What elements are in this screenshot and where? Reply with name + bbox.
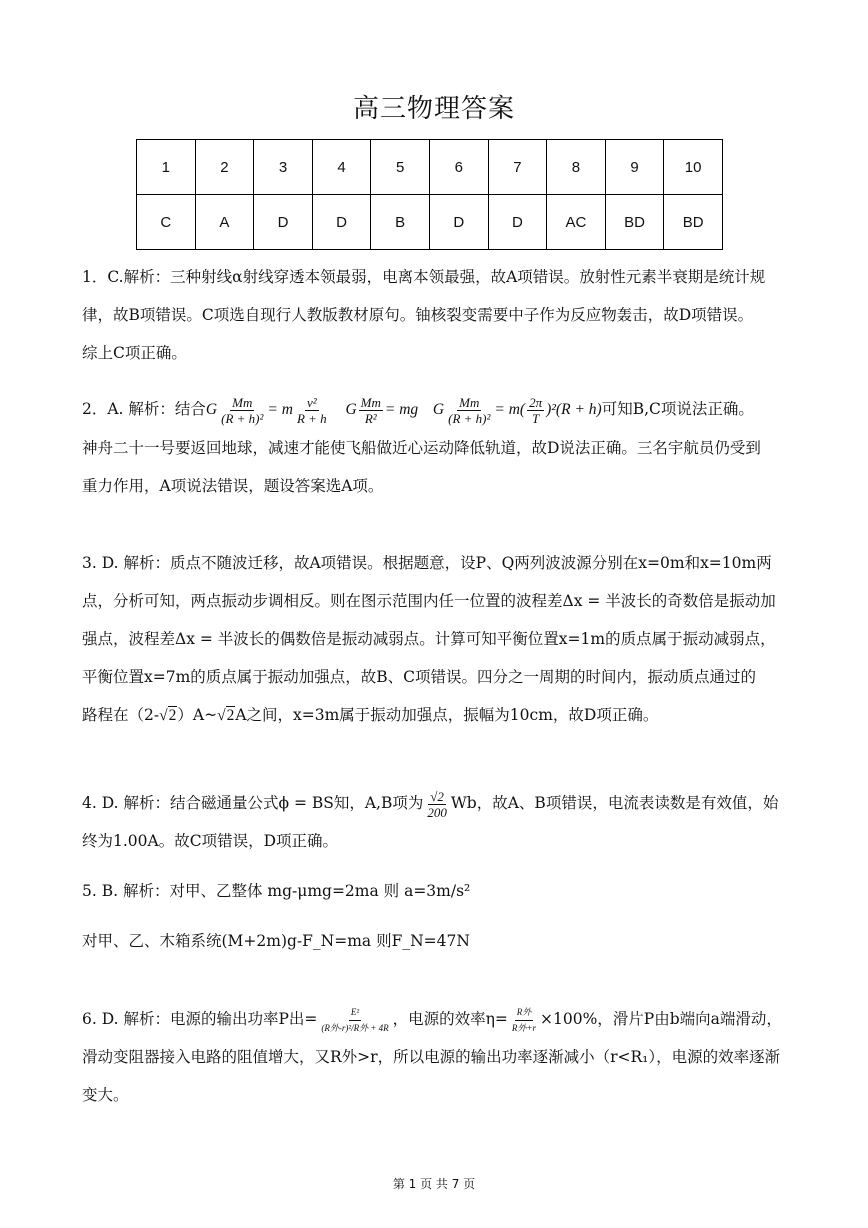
solution-1 — [82, 258, 782, 372]
solution-lead: 2．A. 解析：结合 — [82, 400, 206, 418]
fraction: $\frac{\text{v²}}{R + h}$ — [296, 394, 327, 426]
answer-cell: D — [429, 195, 488, 250]
fraction: $\frac{\text{E²}}{\text{(R外-r)²/R外 + 4R}}$ — [321, 1006, 389, 1033]
answer-cell: BD — [605, 195, 664, 250]
question-number: 6 — [429, 140, 488, 195]
answer-cell: BD — [664, 195, 723, 250]
solution-line: 1．C.解析：三种射线α射线穿透本领最弱，电离本领最强，故A项错误。放射性元素半衰期是统计规 — [82, 268, 766, 286]
fraction: $\frac{2\pi}{T}$ — [529, 394, 543, 426]
answer-cell: D — [254, 195, 313, 250]
page-footer: 第 1 页 共 7 页 — [392, 1177, 476, 1191]
question-number: 10 — [664, 140, 723, 195]
fraction: $\frac{Mm}{\text{R²}}$ — [360, 394, 381, 426]
solution-line-formula: 6. D. 解析：电源的输出功率P出= $\frac{\text{E²}}{\text{(R外-r)²/R外 + 4R}}$ ，电源的效率η= $\frac{\text{R外}}{\text{R外+r}}$ ×100%，滑片P由b端向a端滑动， — [82, 1000, 782, 1038]
solution-line: 滑动变阻器接入电路的阻值增大，又R外>r，所以电源的输出功率逐渐减小（r<R₁），电源的效率逐渐 — [82, 1048, 781, 1066]
solution-line: 重力作用，A项说法错误，题设答案选A项。 — [82, 477, 384, 495]
solution-line: 平衡位置x=7m的质点属于振动加强点，故B、C项错误。四分之一周期的时间内，振动质点通过的 — [82, 668, 757, 686]
solution-line-formula: 2．A. 解析：结合G $\frac{Mm}{\text{(R + h)²}}$ = m $\frac{\text{v²}}{R + h}$ G $\frac{Mm}{\text{R²}}$ = mg G $\frac{Mm}{\text{(R + h)²}}$ = m( $\frac{2\pi}{T}$ )²(R + h)可知B,C项说法正确。 — [82, 394, 754, 426]
answer-cell: AC — [547, 195, 606, 250]
solution-line: 综上C项正确。 — [82, 344, 187, 362]
question-number: 8 — [547, 140, 606, 195]
page-title: 高三物理答案 — [352, 94, 515, 124]
fraction: $\frac{Mm}{\text{(R + h)²}}$ — [221, 394, 264, 426]
solution-2 — [82, 390, 782, 505]
sqrt-2: √2 — [217, 707, 235, 724]
question-number: 4 — [312, 140, 371, 195]
fraction: $\frac{√2}{200}$ — [427, 788, 447, 820]
sqrt-2: √2 — [159, 707, 177, 724]
solution-line: 5. B. 解析：对甲、乙整体 mg-μmg=2ma 则 a=3m/s² — [82, 882, 471, 900]
question-number: 9 — [605, 140, 664, 195]
solution-tail: 可知B,C项说法正确。 — [601, 400, 754, 418]
answer-cell: D — [312, 195, 371, 250]
answer-cell: C — [137, 195, 196, 250]
solution-4 — [82, 784, 782, 860]
solution-6 — [82, 1000, 782, 1114]
answer-table-number-row — [137, 140, 723, 195]
solution-line: 神舟二十一号要返回地球，减速才能使飞船做近心运动降低轨道，故D说法正确。三名宇航员仍受到 — [82, 439, 761, 457]
question-number: 1 — [137, 140, 196, 195]
solution-3 — [82, 544, 782, 735]
solution-5 — [82, 872, 782, 960]
fraction: $\frac{Mm}{\text{(R + h)²}}$ — [448, 394, 491, 426]
fraction: $\frac{\text{R外}}{\text{R外+r}}$ — [511, 1006, 536, 1033]
answer-cell: A — [195, 195, 254, 250]
solution-line: 点，分析可知，两点振动步调相反。则在图示范围内任一位置的波程差Δx = 半波长的奇数倍是振动加 — [82, 592, 776, 610]
answer-table — [136, 139, 723, 250]
answer-cell: B — [371, 195, 430, 250]
solution-line-formula: 4. D. 解析：结合磁通量公式ϕ = BS知，A,B项为 $\frac{√2}{200}$ Wb，故A、B项错误，电流表读数是有效值，始 — [82, 788, 779, 820]
solution-line-sqrt: 路程在（2-√2）A~√2A之间，x=3m属于振动加强点，振幅为10cm，故D项正确。 — [82, 706, 659, 724]
solution-line: 终为1.00A。故C项错误，D项正确。 — [82, 832, 338, 850]
solution-line: 3. D. 解析：质点不随波迁移，故A项错误。根据题意，设P、Q两列波波源分别在x=0m和x=10m两 — [82, 554, 772, 572]
solution-line: 强点，波程差Δx = 半波长的偶数倍是振动减弱点。计算可知平衡位置x=1m的质点属于振动减弱点， — [82, 630, 776, 648]
solution-line: 对甲、乙、木箱系统(M+2m)g-F_N=ma 则F_N=47N — [82, 932, 470, 950]
answer-cell: D — [488, 195, 547, 250]
question-number: 2 — [195, 140, 254, 195]
question-number: 5 — [371, 140, 430, 195]
solution-line: 变大。 — [82, 1086, 129, 1104]
question-number: 3 — [254, 140, 313, 195]
question-number: 7 — [488, 140, 547, 195]
solution-line: 律，故B项错误。C项选自现行人教版教材原句。铀核裂变需要中子作为反应物轰击，故D项错误。 — [82, 306, 754, 324]
answer-table-answer-row — [137, 195, 723, 250]
